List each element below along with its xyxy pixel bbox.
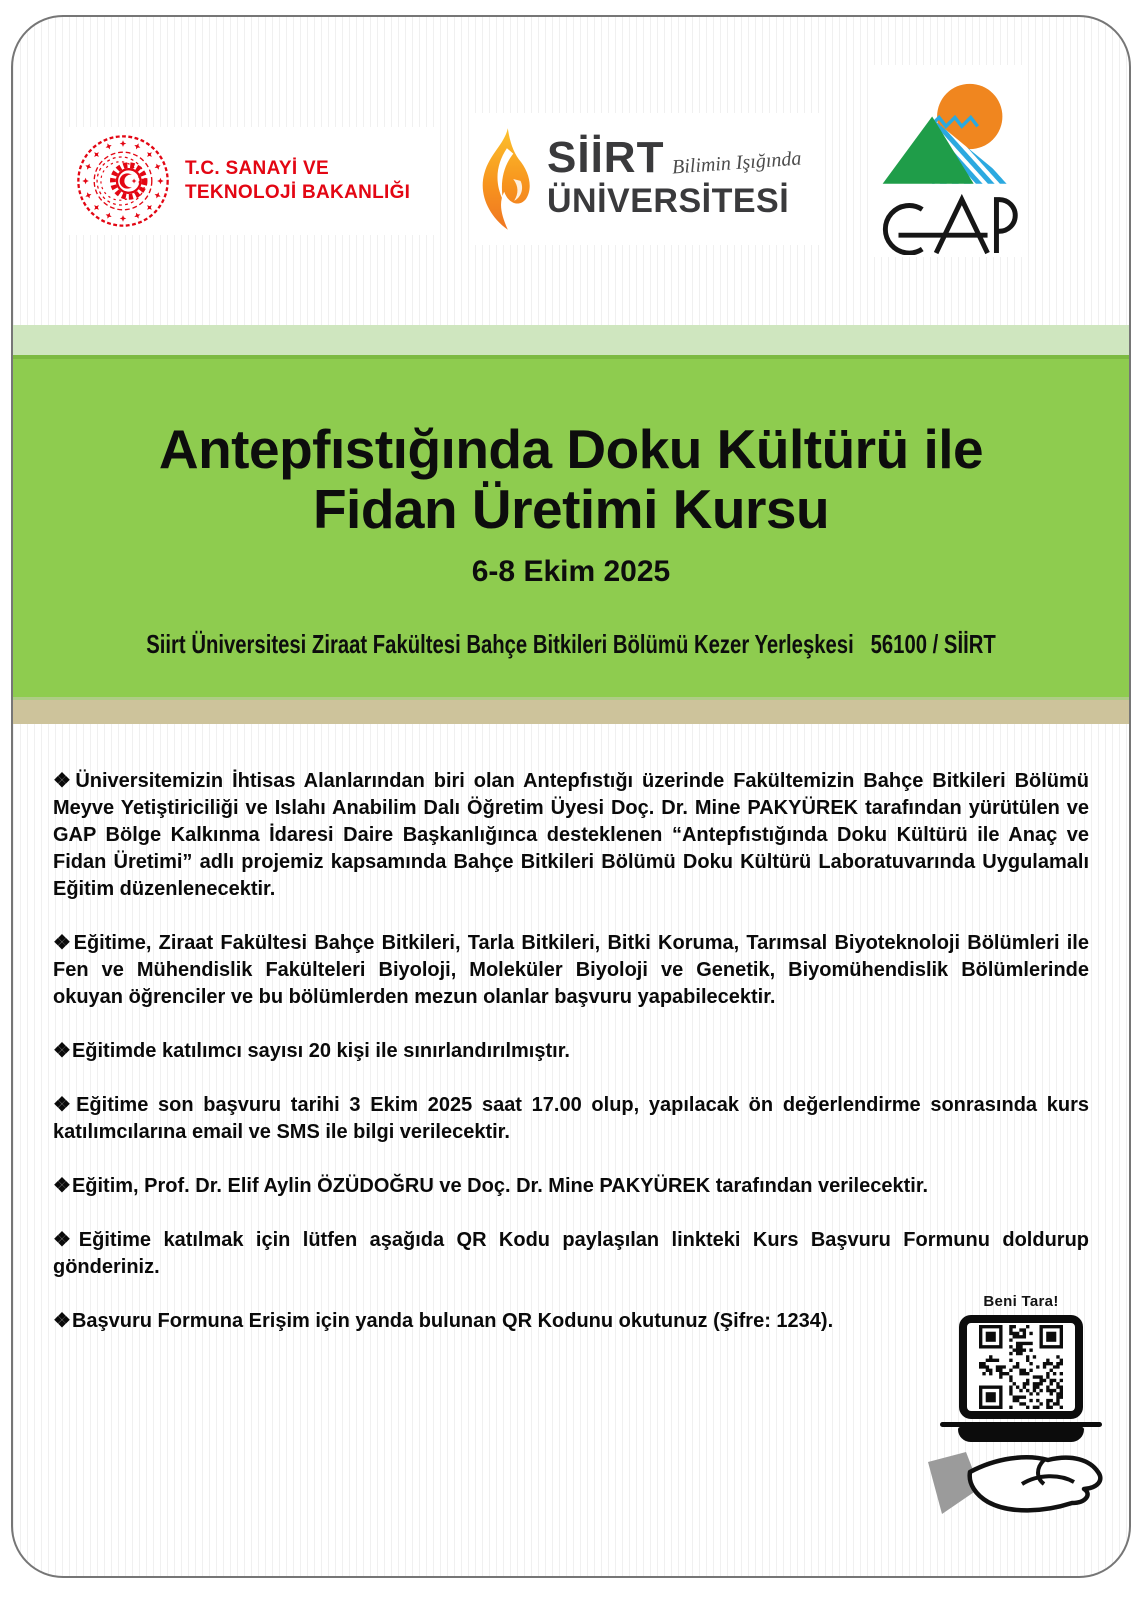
qr-widget [921, 1293, 1121, 1520]
paragraph-capacity [53, 1038, 1089, 1065]
light-green-strip [13, 325, 1129, 355]
university-logo [469, 113, 819, 245]
ministry-name-line2: TEKNOLOJİ BAKANLIĞI [185, 182, 411, 203]
body-content [13, 724, 1129, 1335]
header-logos [13, 17, 1129, 325]
university-name-line1: SİİRT [547, 133, 665, 183]
university-slogan: Bilimin Işığında [671, 147, 803, 179]
university-name [547, 133, 803, 221]
poster-title-line1: Antepfıstığında Doku Kültürü ile [158, 418, 984, 480]
paragraph-text: Eğitime, Ziraat Fakültesi Bahçe Bitkileri, Tarla Bitkileri, Bitki Koruma, Tarımsal Biyoteknoloji Bölümleri ile Fen ve Mühendislik Fakülteleri Biyoloji, Moleküler Biyoloji ve Genetik, Biyomühendislik Bölümlerinde okuyan öğrenciler ve bu bölümlerden mezun olanlar başvuru yapabilecektir. [53, 932, 1089, 1008]
paragraph-text: Üniversitemizin İhtisas Alanlarından biri olan Antepfıstığı üzerinde Fakültemizin Bahçe Bitkileri Bölümü Meyve Yetiştiriciliği ve Islahı Anabilim Dalı Öğretim Üyesi Doç. Dr. Mine PAKYÜREK tarafından yürütülen ve GAP Bölge Kalkınma İdaresi Daire Başkanlığınca desteklenen “Antepfıstığında Doku Kültürü ile Anaç ve Fidan Üretimi” adlı projemiz kapsamında Bahçe Bitkileri Bölümü Doku Kültürü Laboratuvarında Uygulamalı Eğitim düzenlenecektir. [53, 770, 1089, 900]
flame-icon [477, 125, 535, 233]
tan-strip [13, 697, 1129, 724]
diamond-bullet-icon: ❖ [53, 1094, 76, 1116]
paragraph-application-form [53, 1227, 1089, 1281]
qr-label: Beni Tara! [983, 1293, 1059, 1310]
ministry-emblem-icon [75, 133, 171, 229]
paragraph-deadline [53, 1092, 1089, 1146]
diamond-bullet-icon: ❖ [53, 1310, 71, 1332]
event-date: 6-8 Ekim 2025 [471, 555, 671, 588]
qr-code [979, 1325, 1063, 1409]
hand-icon [926, 1432, 1116, 1520]
diamond-bullet-icon: ❖ [53, 1175, 71, 1197]
poster-page [11, 15, 1131, 1578]
diamond-bullet-icon: ❖ [53, 1040, 71, 1062]
laptop-icon [921, 1315, 1121, 1442]
paragraph-text: Eğitimde katılımcı sayısı 20 kişi ile sınırlandırılmıştır. [71, 1040, 570, 1062]
poster-title-line2: Fidan Üretimi Kursu [312, 478, 830, 540]
ministry-logo [65, 127, 437, 235]
paragraph-text: Başvuru Formuna Erişim için yanda bulunan QR Kodunu okutunuz (Şifre: 1234). [71, 1310, 834, 1332]
gap-emblem-icon [870, 67, 1020, 255]
ministry-name [185, 157, 410, 206]
paragraph-project [53, 768, 1089, 903]
paragraph-text: Eğitime katılmak için lütfen aşağıda QR Kodu paylaşılan linkteki Kurs Başvuru Formunu doldurup gönderiniz. [53, 1229, 1090, 1278]
diamond-bullet-icon: ❖ [53, 770, 75, 792]
title-banner [13, 355, 1129, 697]
paragraph-text: Eğitime son başvuru tarihi 3 Ekim 2025 saat 17.00 olup, yapılacak ön değerlendirme sonrasında kurs katılımcılarına email ve SMS ile bilgi verilecektir. [53, 1094, 1089, 1143]
diamond-bullet-icon: ❖ [53, 1229, 78, 1251]
event-location: Siirt Üniversitesi Ziraat Fakültesi Bahçe Bitkileri Bölümü Kezer Yerleşkesi 56100 / SİİRT [146, 629, 996, 659]
paragraph-instructors [53, 1173, 1089, 1200]
gap-logo [868, 65, 1022, 257]
diamond-bullet-icon: ❖ [53, 932, 73, 954]
ministry-name-line1: T.C. SANAYİ VE [185, 157, 329, 179]
paragraph-eligibility [53, 930, 1089, 1011]
laptop-screen [959, 1315, 1083, 1419]
paragraph-text: Eğitim, Prof. Dr. Elif Aylin ÖZÜDOĞRU ve Doç. Dr. Mine PAKYÜREK tarafından verilecektir. [71, 1175, 929, 1197]
university-name-line2: ÜNİVERSİTESİ [547, 181, 790, 220]
